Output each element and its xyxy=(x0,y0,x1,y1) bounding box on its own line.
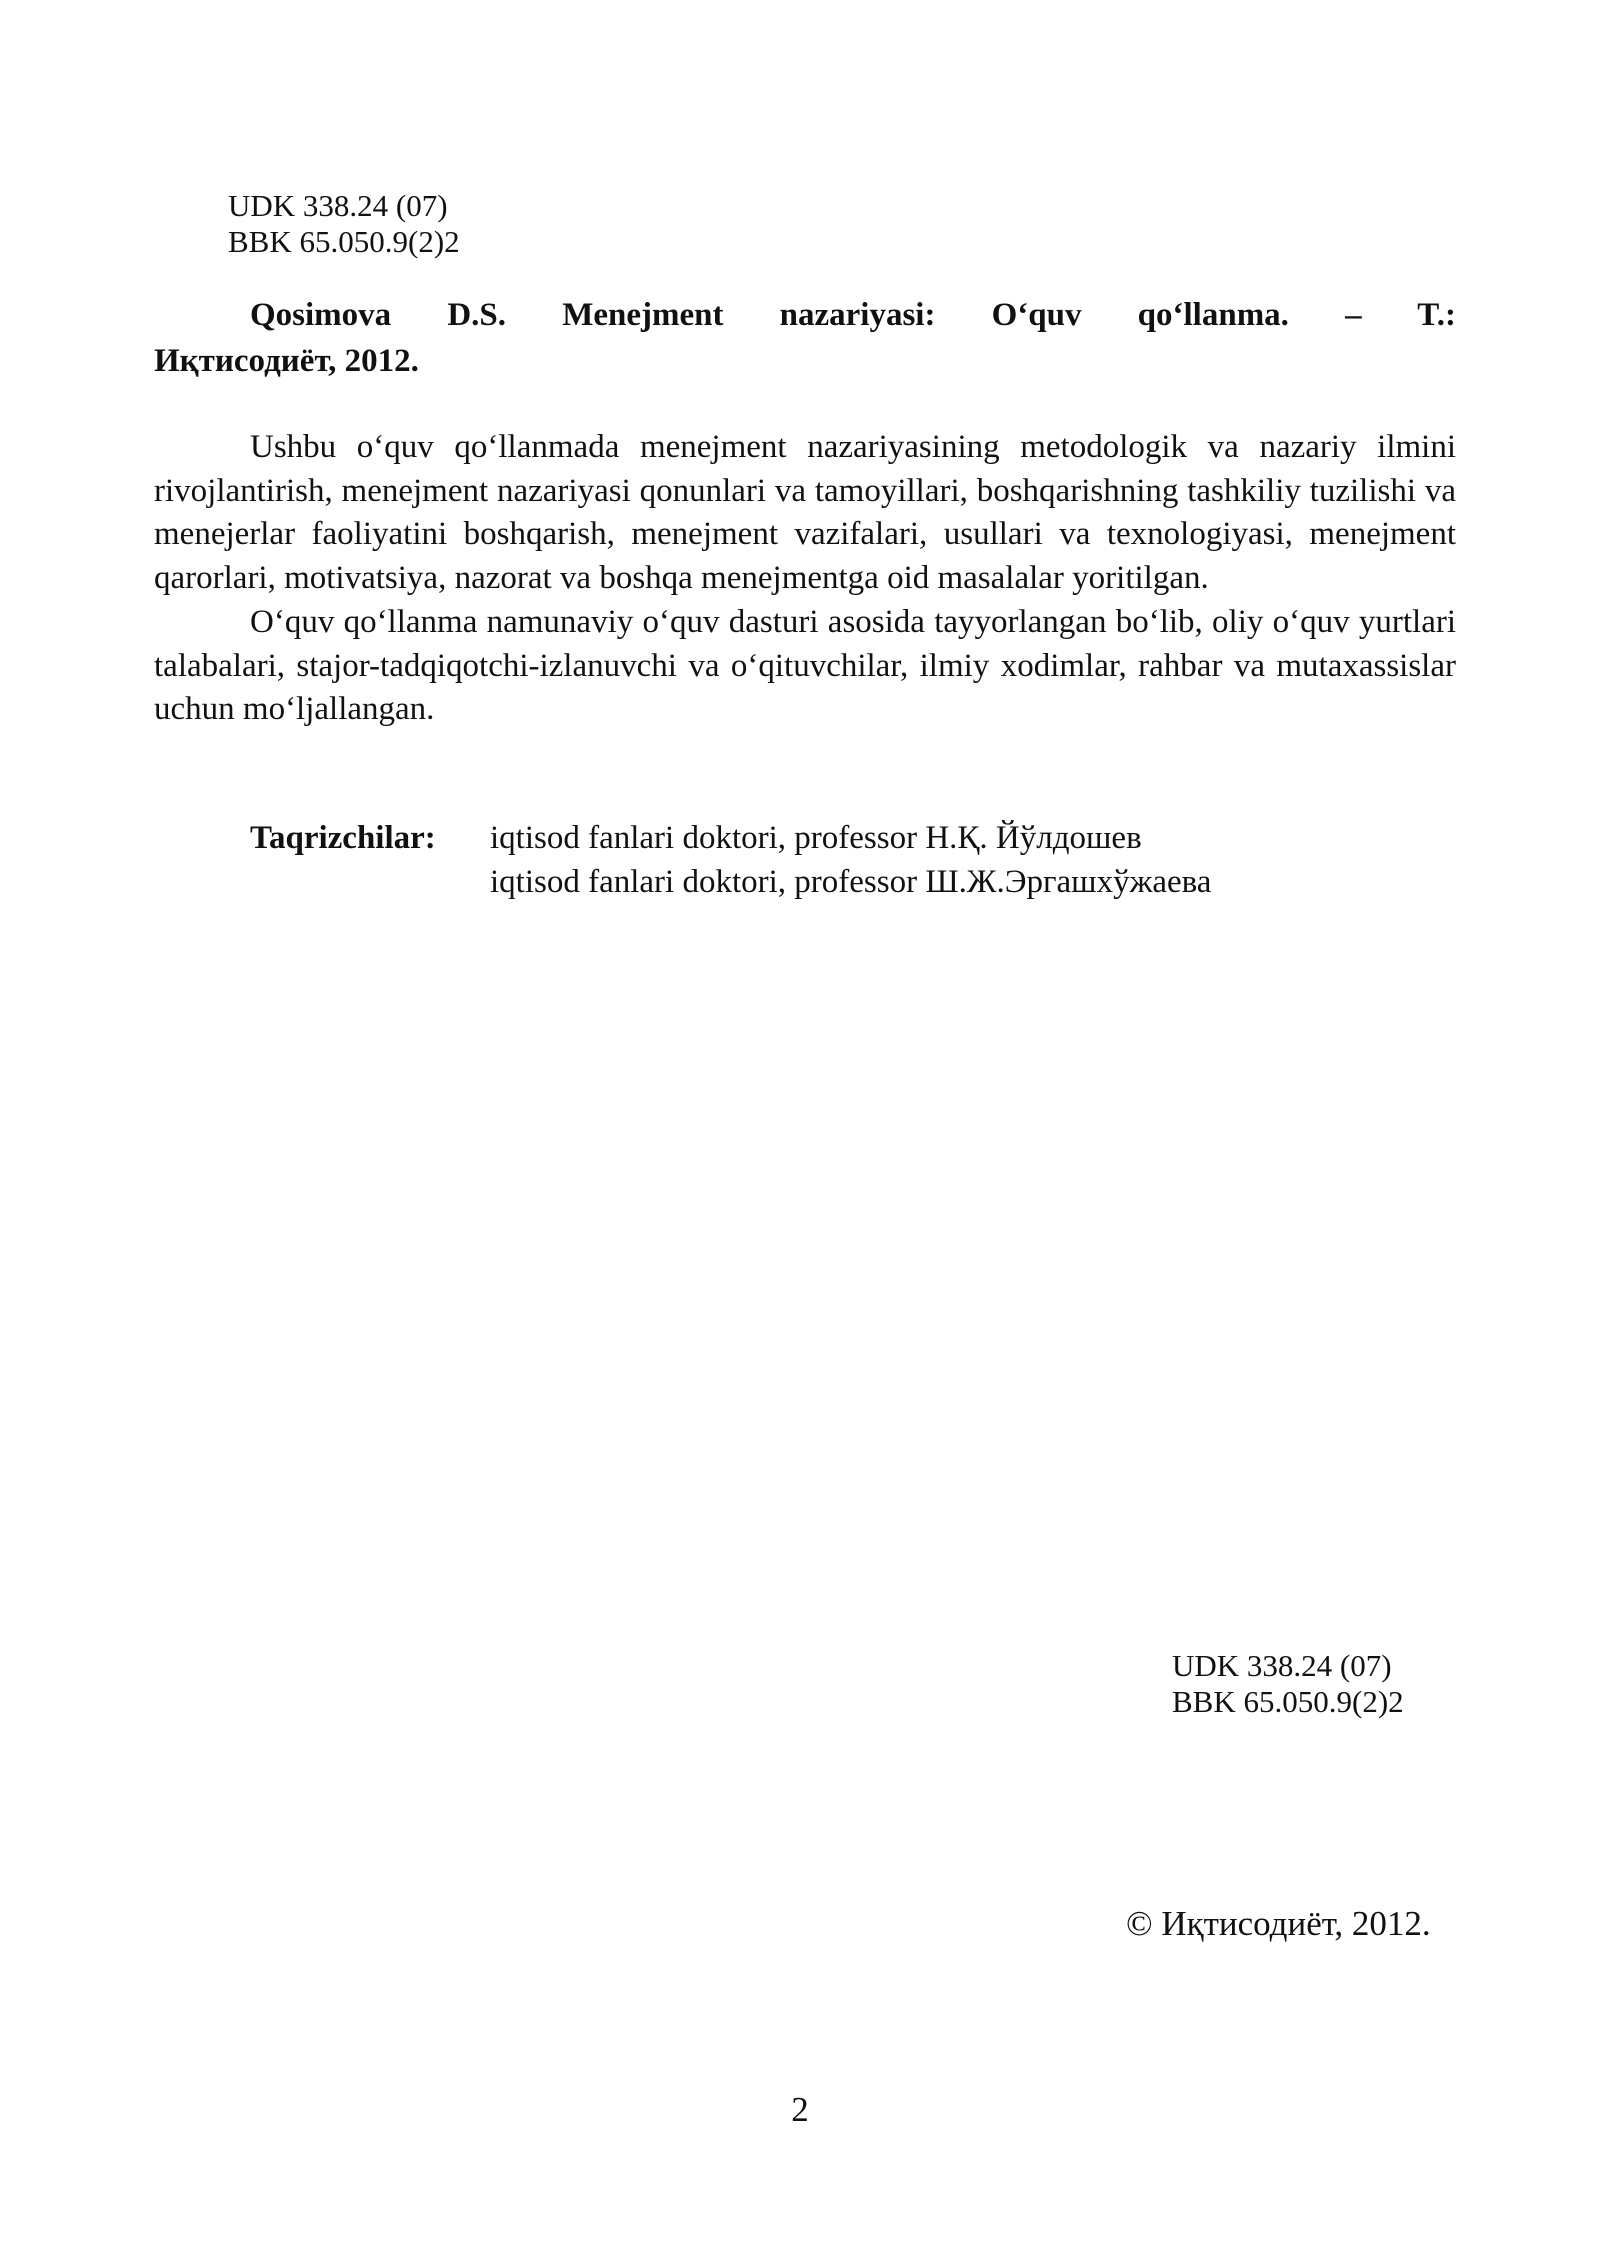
classification-top xyxy=(228,188,460,260)
bbk-code: BBK 65.050.9(2)2 xyxy=(228,224,460,259)
reviewers-label: Taqrizchilar: xyxy=(250,820,436,856)
abstract xyxy=(154,426,1456,732)
reviewer-1: iqtisod fanlari doktori, professor Н.Қ. Йўлдошев xyxy=(490,820,1142,856)
reviewer-2: iqtisod fanlari doktori, professor Ш.Ж.Эргашхўжаева xyxy=(490,864,1212,900)
abstract-paragraph-2: O‘quv qo‘llanma namunaviy o‘quv dasturi asosida tayyorlangan bo‘lib, oliy o‘quv yurtlari talabalari, stajor-tadqiqotchi-izlanuvchi va o‘qituvchilar, ilmiy xodimlar, rahbar va mutaxassislar uchun mo‘ljallangan. xyxy=(154,603,1456,728)
udk-code-bottom: UDK 338.24 (07) xyxy=(1172,1648,1392,1683)
abstract-paragraph-1: Ushbu o‘quv qo‘llanmada menejment nazariyasining metodologik va nazariy ilmini rivojlantirish, menejment nazariyasi qonunlari va tamoyillari, boshqarishning tashkiliy tuzilishi va menejerlar faoliyatini boshqarish, menejment vazifalari, usullari va texnologiyasi, menejment qarorlari, motivatsiya, nazorat va boshqa menejmentga oid masalalar yoritilgan. xyxy=(154,429,1456,597)
udk-code: UDK 338.24 (07) xyxy=(228,188,448,223)
citation-line-1: Qosimova D.S. Menejment nazariyasi: O‘quv qo‘llanma. – T.: xyxy=(250,297,1456,333)
classification-bottom xyxy=(1172,1648,1404,1720)
reviewers-block xyxy=(250,816,1211,904)
bibliographic-citation xyxy=(154,292,1456,384)
citation-line-2: Иқтисодиёт, 2012. xyxy=(154,343,419,379)
copyright-notice: © Иқтисодиёт, 2012. xyxy=(1126,1904,1431,1943)
bbk-code-bottom: BBK 65.050.9(2)2 xyxy=(1172,1684,1404,1719)
page-number: 2 xyxy=(791,2090,809,2129)
